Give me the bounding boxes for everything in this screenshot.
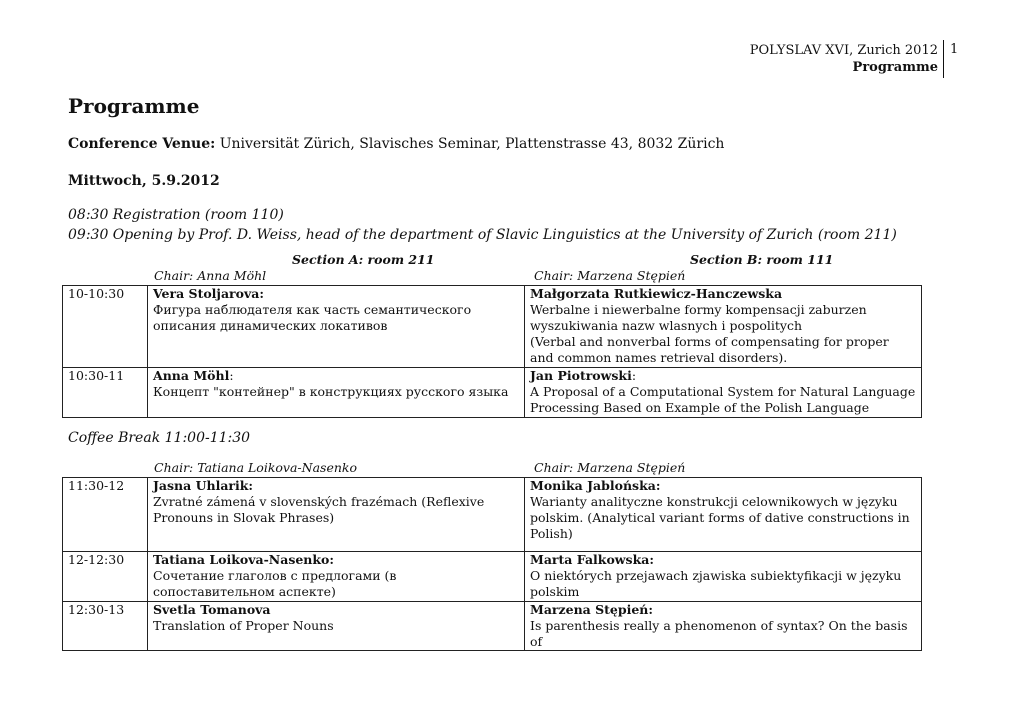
speaker-name: Małgorzata Rutkiewicz-Hanczewska: [530, 286, 783, 301]
time-cell: 12:30-13: [63, 602, 148, 651]
talk-title: Werbalne i niewerbalne formy kompensacji zaburzen wyszukiwania nazw wlasnych i pospolitych: [530, 302, 867, 333]
session1-table: [62, 285, 922, 418]
header-section: Programme: [852, 60, 938, 75]
talk-title: Is parenthesis really a phenomenon of syntax? On the basis of: [530, 618, 908, 649]
speaker-name: Vera Stoljarova:: [153, 286, 264, 301]
session1-chair-b: Chair: Marzena Stępień: [534, 268, 686, 283]
page-title: Programme: [68, 94, 200, 118]
speaker-name: Marzena Stępień:: [530, 602, 654, 617]
section-a-cell: [148, 478, 525, 552]
talk-title: O niektórych przejawach zjawiska subiektyfikacji w języku polskim: [530, 568, 902, 599]
session2-chair-a: Chair: Tatiana Loikova-Nasenko: [154, 460, 358, 475]
venue-line: [68, 136, 724, 152]
header-divider: [943, 40, 944, 78]
speaker-name: Jan Piotrowski: [530, 368, 632, 383]
section-a-cell: [148, 602, 525, 651]
opening-event: 09:30 Opening by Prof. D. Weiss, head of the department of Slavic Linguistics at the University of Zurich (room 211): [68, 227, 897, 243]
talk-title-translation: (Verbal and nonverbal forms of compensating for proper and common names retrieval disorders).: [530, 334, 889, 365]
speaker-name: Svetla Tomanova: [153, 602, 271, 617]
speaker-name: Tatiana Loikova-Nasenko:: [153, 552, 335, 567]
table-row: [63, 602, 922, 651]
talk-title: Translation of Proper Nouns: [153, 618, 334, 633]
section-a-cell: [148, 286, 525, 368]
talk-title: Концепт "контейнер" в конструкциях русского языка: [153, 384, 509, 399]
section-a-cell: [148, 368, 525, 418]
time-cell: 12-12:30: [63, 552, 148, 602]
time-cell: 10:30-11: [63, 368, 148, 418]
section-b-cell: [525, 552, 922, 602]
page-number: 1: [950, 42, 959, 57]
table-row: [63, 552, 922, 602]
registration-event: 08:30 Registration (room 110): [68, 207, 284, 223]
table-row: [63, 368, 922, 418]
running-header: [750, 42, 938, 76]
talk-title: Warianty analityczne konstrukcji celownikowych w języku polskim. (Analytical variant forms of dative constructions in Polish): [530, 494, 910, 541]
section-b-cell: [525, 368, 922, 418]
speaker-colon: :: [229, 368, 234, 383]
section-b-cell: [525, 602, 922, 651]
table-row: [63, 478, 922, 552]
session1-chair-a: Chair: Anna Möhl: [154, 268, 267, 283]
section-b-cell: [525, 478, 922, 552]
time-cell: 11:30-12: [63, 478, 148, 552]
talk-title: Zvratné zámená v slovenských frazémach (Reflexive Pronouns in Slovak Phrases): [153, 494, 485, 525]
speaker-name: Anna Möhl: [153, 368, 230, 383]
header-conference: POLYSLAV XVI, Zurich 2012: [749, 43, 938, 58]
venue-label: Conference Venue:: [68, 136, 216, 152]
talk-title: A Proposal of a Computational System for Natural Language Processing Based on Example of the Polish Language: [530, 384, 916, 415]
coffee-break: Coffee Break 11:00-11:30: [68, 430, 251, 446]
section-b-heading: Section B: room 111: [690, 252, 834, 267]
section-b-cell: [525, 286, 922, 368]
session2-chair-b: Chair: Marzena Stępień: [534, 460, 686, 475]
section-a-heading: Section A: room 211: [292, 252, 435, 267]
speaker-name: Jasna Uhlarik:: [153, 478, 254, 493]
talk-title: Фигура наблюдателя как часть семантического описания динамических локативов: [153, 302, 472, 333]
session2-table: [62, 477, 922, 651]
speaker-name: Monika Jablońska:: [530, 478, 661, 493]
time-cell: 10-10:30: [63, 286, 148, 368]
venue-text: Universität Zürich, Slavisches Seminar, Plattenstrasse 43, 8032 Zürich: [215, 136, 725, 152]
speaker-colon: :: [631, 368, 637, 383]
day-heading: Mittwoch, 5.9.2012: [68, 173, 220, 189]
section-a-cell: [148, 552, 525, 602]
table-row: [63, 286, 922, 368]
speaker-name: Marta Falkowska:: [530, 552, 654, 567]
talk-title: Сочетание глаголов с предлогами (в сопоставительном аспекте): [153, 568, 397, 599]
